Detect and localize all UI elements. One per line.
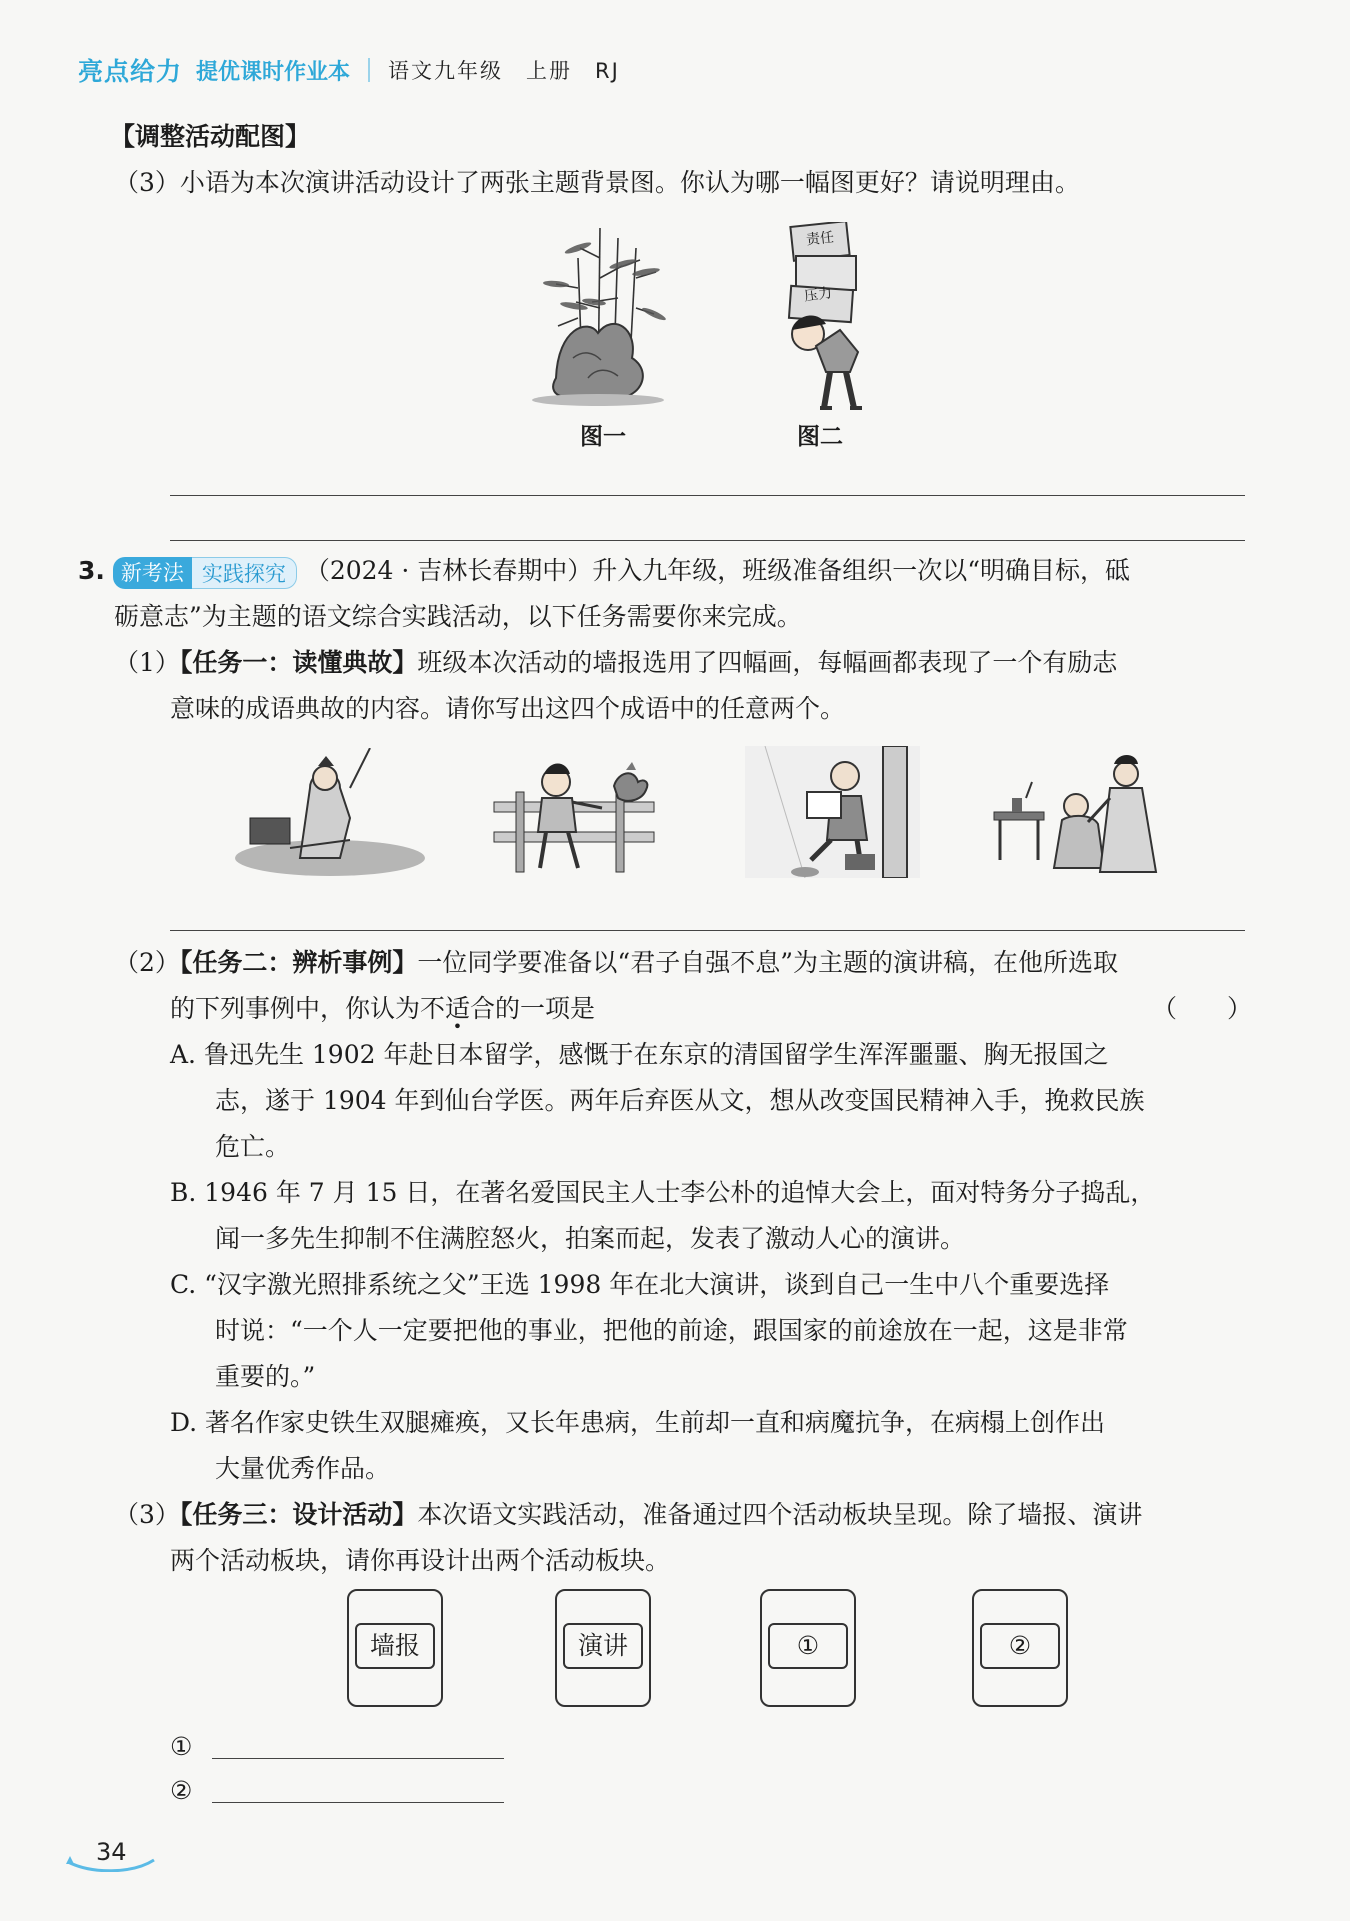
option-b-line2: 闻一多先生抑制不住满腔怒火，拍案而起，发表了激动人心的演讲。 — [215, 1224, 966, 1253]
task-3-title: 【任务三：设计活动】 — [179, 1500, 418, 1529]
section-title-adjust: 【调整活动配图】 — [110, 122, 311, 151]
figure-2-caption: 图二 — [797, 424, 843, 450]
activity-box-wall-newspaper — [347, 1589, 443, 1707]
header-divider — [368, 58, 370, 82]
answer-paren[interactable]: （ ） — [1152, 994, 1253, 1023]
box-label-pressure: 压力 — [803, 285, 834, 305]
idiom-illustration-1-image — [230, 748, 425, 878]
sub-question-number: （1） — [114, 648, 180, 677]
task-1-line1 — [114, 640, 1117, 685]
option-c-line1: C. “汉字激光照排系统之父”王选 1998 年在北大演讲，谈到自己一生中八个重要选择 — [170, 1270, 1110, 1299]
idiom-illustration-2-image — [486, 752, 661, 877]
task-2-title: 【任务二：辨析事例】 — [179, 948, 418, 977]
page-header — [78, 50, 620, 90]
activity-box-blank-1 — [760, 1589, 856, 1707]
question-3-intro-line1 — [78, 548, 1130, 593]
task-2-line1 — [114, 940, 1118, 985]
option-c-line2: 时说：“一个人一定要把他的事业，把他的前途，跟国家的前途放在一起，这是非常 — [215, 1316, 1128, 1345]
activity-box-label: ① — [768, 1623, 848, 1669]
option-d-line2: 大量优秀作品。 — [215, 1454, 391, 1483]
task-1-title: 【任务一：读懂典故】 — [179, 648, 418, 677]
figure-1-caption: 图一 — [580, 424, 626, 450]
task-1-line2: 意味的成语典故的内容。请你写出这四个成语中的任意两个。 — [170, 694, 846, 723]
option-d-line1: D. 著名作家史铁生双腿瘫痪，又长年患病，生前却一直和病魔抗争，在病榻上创作出 — [170, 1408, 1106, 1437]
brand-logo: 亮点给力 — [78, 57, 183, 86]
question-3-intro-text: （2024 · 吉林长春期中）升入九年级，班级准备组织一次以“明确目标，砥 — [304, 556, 1131, 585]
option-c-line3: 重要的。” — [215, 1362, 316, 1391]
activity-box-label: 墙报 — [355, 1623, 435, 1669]
task-2-line2-a: 的下列事例中，你认为 — [170, 994, 421, 1023]
option-a-line2: 志，遂于 1904 年到仙台学医。两年后弃医从文，想从改变国民精神入手，挽救民族 — [215, 1086, 1145, 1115]
task-3-line1 — [114, 1492, 1142, 1537]
sub-question-number: （2） — [114, 948, 180, 977]
activity-box-speech — [555, 1589, 651, 1707]
activity-box-blank-2 — [972, 1589, 1068, 1707]
task-1-text: 班级本次活动的墙报选用了四幅画，每幅画都表现了一个有励志 — [417, 648, 1118, 677]
question-3-intro-line2: 砺意志”为主题的语文综合实践活动，以下任务需要你来完成。 — [114, 602, 802, 631]
sub-question-number: （3） — [114, 1500, 180, 1529]
tag-practice: 实践探究 — [192, 557, 297, 589]
answer-label-1: ① — [170, 1732, 193, 1761]
activity-box-label: ② — [980, 1623, 1060, 1669]
option-a-line3: 危亡。 — [215, 1132, 291, 1161]
option-a-line1: A. 鲁迅先生 1902 年赴日本留学，感慨于在东京的清国留学生浑浑噩噩、胸无报国之 — [170, 1040, 1109, 1069]
page-number: 34 — [96, 1838, 127, 1866]
answer-line[interactable] — [170, 495, 1245, 496]
activity-box-label: 演讲 — [563, 1623, 643, 1669]
task-2-line2-b: 的一项是 — [495, 994, 596, 1023]
answer-line[interactable] — [170, 930, 1245, 931]
task-3-text: 本次语文实践活动，准备通过四个活动板块呈现。除了墙报、演讲 — [417, 1500, 1143, 1529]
idiom-illustration-4-image — [990, 748, 1175, 878]
answer-line[interactable] — [212, 1802, 504, 1803]
emphasized-text: 不适合 — [420, 994, 496, 1023]
header-book-info: 语文九年级 上册 RJ — [388, 59, 620, 83]
option-b-line1: B. 1946 年 7 月 15 日，在著名爱国民主人士李公朴的追悼大会上，面对特务分子捣乱， — [170, 1178, 1156, 1207]
figure-1-bamboo-rock-image — [528, 218, 688, 408]
question-3-adjust: （3）小语为本次演讲活动设计了两张主题背景图。你认为哪一幅图更好？请说明理由。 — [114, 168, 1080, 197]
box-label-responsibility: 责任 — [805, 229, 835, 249]
idiom-illustration-3-image — [745, 746, 920, 878]
answer-label-2: ② — [170, 1776, 193, 1805]
answer-line[interactable] — [212, 1758, 504, 1759]
header-subtitle: 提优课时作业本 — [196, 59, 351, 85]
answer-line[interactable] — [170, 540, 1245, 541]
task-2-text: 一位同学要准备以“君子自强不息”为主题的演讲稿，在他所选取 — [417, 948, 1118, 977]
tag-new-exam: 新考法 — [113, 557, 192, 589]
question-number: 3. — [78, 556, 105, 585]
task-2-line2 — [170, 986, 595, 1031]
figure-2-boy-boxes-image — [780, 222, 890, 412]
task-3-line2: 两个活动板块，请你再设计出两个活动板块。 — [170, 1546, 671, 1575]
